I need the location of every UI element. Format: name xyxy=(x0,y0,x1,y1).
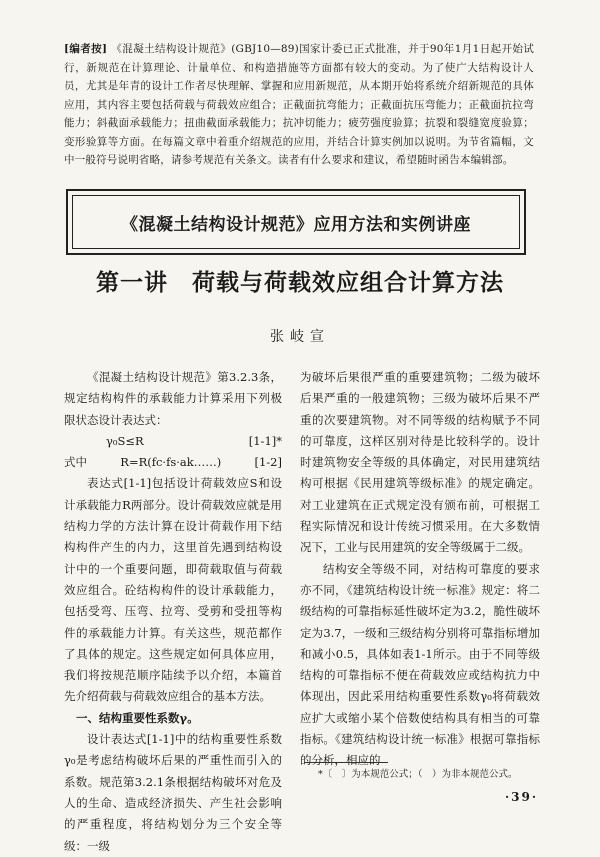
formula-prefix: 式中 xyxy=(64,455,87,470)
paragraph: 设计表达式[1-1]中的结构重要性系数γ₀是考虑结构破坏后果的严重性而引入的系数。规范第3.2.1条根据结构破坏对危及人的生命、造成经济损失、产生社会影响的严重程度，将结构划分为三个安全等级：一级 xyxy=(64,732,282,853)
page-number: ·39· xyxy=(505,790,539,804)
editor-note-text: 《混凝土结构设计规范》(GBJ10—89)国家计委已正式批准，并于90年1月1日起开始试行，新规范在计算理论、计量单位、和构造措施等方面都有较大的变动。为了使广大结构设计人员，尤其是年青的设计工作者尽快理解、掌握和应用新规范，从本期开始将系统介绍新规范的具体应用，其内容主要包括荷载与荷载效应组合；正截面抗弯能力；正截面抗压弯能力；正截面抗拉弯能力；斜截面承载能力；扭曲截面承载能力；抗冲切能力；疲劳强度验算；抗裂和裂缝宽度验算；变形验算等方面。在每篇文章中着重介绍规范的应用，并结合计算实例加以说明。为节省篇幅，文中一般符号说明省略，请参考规范有关条文。读者有什么要求和建议，希望随时函告本编辑部。 xyxy=(64,43,535,166)
section-heading: 一、结构重要性系数γ。 xyxy=(76,710,199,725)
formula-1-1 xyxy=(64,431,282,452)
author: 张岐宣 xyxy=(270,329,330,345)
paragraph: 为破坏后果很严重的重要建筑物；二级为破坏后果严重的一般建筑物；三级为破坏后果不严重的次要建筑物。对不同等级的结构赋予不同的可靠度，这样区别对待是比较科学的。设计时建筑物安全等级的具体确定，对民用建筑结构可根据《民用建筑等级标准》的规定确定。对工业建筑在正式规定没有颁布前，可根据工程实际情况和设计传统习惯采用。在大多数情况下，工业与民用建筑的安全等级属于二级。 xyxy=(300,370,540,555)
series-title: 《混凝土结构设计规范》应用方法和实例讲座 xyxy=(72,195,520,249)
paragraph: 表达式[1-1]包括设计荷载效应S和设计承载能力R两部分。设计荷载效应就是用结构力学的方法计算在设计荷载作用下结构构件产生的内力，这里首先遇到结构设计中的一个重要问题，即荷载取值与荷载效应组合。砼结构构件的设计承载能力，包括受弯、压弯、拉弯、受剪和受扭等构件的承载能力计算。有关这些，规范都作了具体的规定。这些规定如何具体应用，我们将按规范顺序陆续予以介绍，本篇首先介绍荷载与荷载效应组合的基本方法。 xyxy=(64,476,282,704)
paragraph: 结构安全等级不同，对结构可靠度的要求亦不同，《建筑结构设计统一标准》规定：将二级结构的可靠指标延性破坏定为3.2，脆性破坏定为3.7，一级和三级结构分别将可靠指标增加和减小0.5，具体如表1-1所示。由于不同等级结构的可靠指标不便在荷载效应或结构抗力中体现出，因此采用结构重要性系数γ₀将荷载效应扩大或缩小某个倍数使结构具有相当的可靠指标。《建筑结构设计统一标准》根据可靠指标的分析，相应的 xyxy=(300,561,540,768)
formula-expression: R=R(fc·fs·ak……) xyxy=(120,455,222,470)
editor-note xyxy=(64,40,534,170)
footnote: *〔 〕为本规范公式；（ ）为非本规范公式。 xyxy=(318,769,518,780)
right-column xyxy=(300,367,540,772)
footnote-divider xyxy=(304,762,388,763)
series-title-box xyxy=(66,189,526,255)
formula-expression: γ₀S≤R xyxy=(106,433,144,448)
lecture-title: 第一讲 荷载与荷载效应组合计算方法 xyxy=(96,269,504,296)
editor-note-tag: [编者按] xyxy=(64,43,108,55)
formula-1-2 xyxy=(64,452,282,473)
paragraph: 《混凝土结构设计规范》第3.2.3条，规定结构构件的承载能力计算采用下列极限状态设计表达式： xyxy=(64,370,282,427)
left-column xyxy=(64,367,282,857)
formula-number: [1-1]* xyxy=(248,433,282,448)
formula-number: [1-2] xyxy=(254,455,282,470)
